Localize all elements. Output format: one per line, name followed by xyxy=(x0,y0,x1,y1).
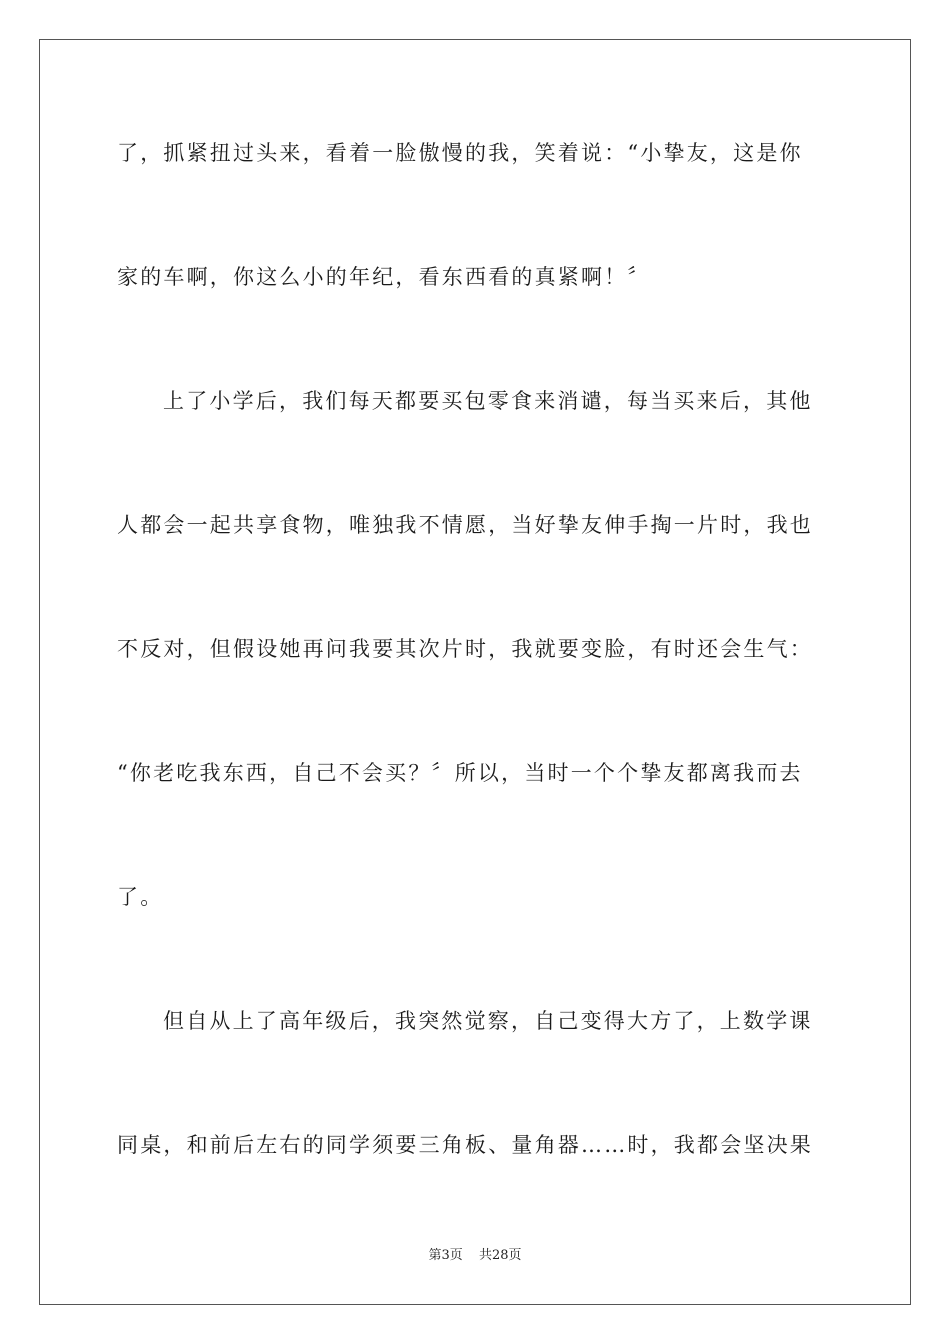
text-line: 人都会一起共享食物，唯独我不情愿，当好挚友伸手掏一片时，我也 xyxy=(117,513,813,537)
page-footer xyxy=(0,1244,950,1263)
text-line: “你老吃我东西，自己不会买？〞所以，当时一个个挚友都离我而去 xyxy=(117,761,803,785)
paragraph-start-line: 上了小学后，我们每天都要买包零食来消谴，每当买来后，其他 xyxy=(163,389,813,413)
page-border xyxy=(39,39,911,1305)
text-line: 了。 xyxy=(117,885,164,909)
paragraph-start-line: 但自从上了高年级后，我突然觉察，自己变得大方了，上数学课 xyxy=(163,1009,813,1033)
text-line: 家的车啊，你这么小的年纪，看东西看的真紧啊！〞 xyxy=(117,265,651,289)
text-line: 了，抓紧扭过头来，看着一脸傲慢的我，笑着说：“小挚友，这是你 xyxy=(117,141,803,165)
page-number-current: 第3页 xyxy=(428,1248,463,1263)
text-line: 同桌，和前后左右的同学须要三角板、量角器……时，我都会坚决果 xyxy=(117,1133,813,1157)
text-line: 不反对，但假设她再问我要其次片时，我就要变脸，有时还会生气： xyxy=(117,637,813,661)
page-number-total: 共28页 xyxy=(478,1248,522,1263)
